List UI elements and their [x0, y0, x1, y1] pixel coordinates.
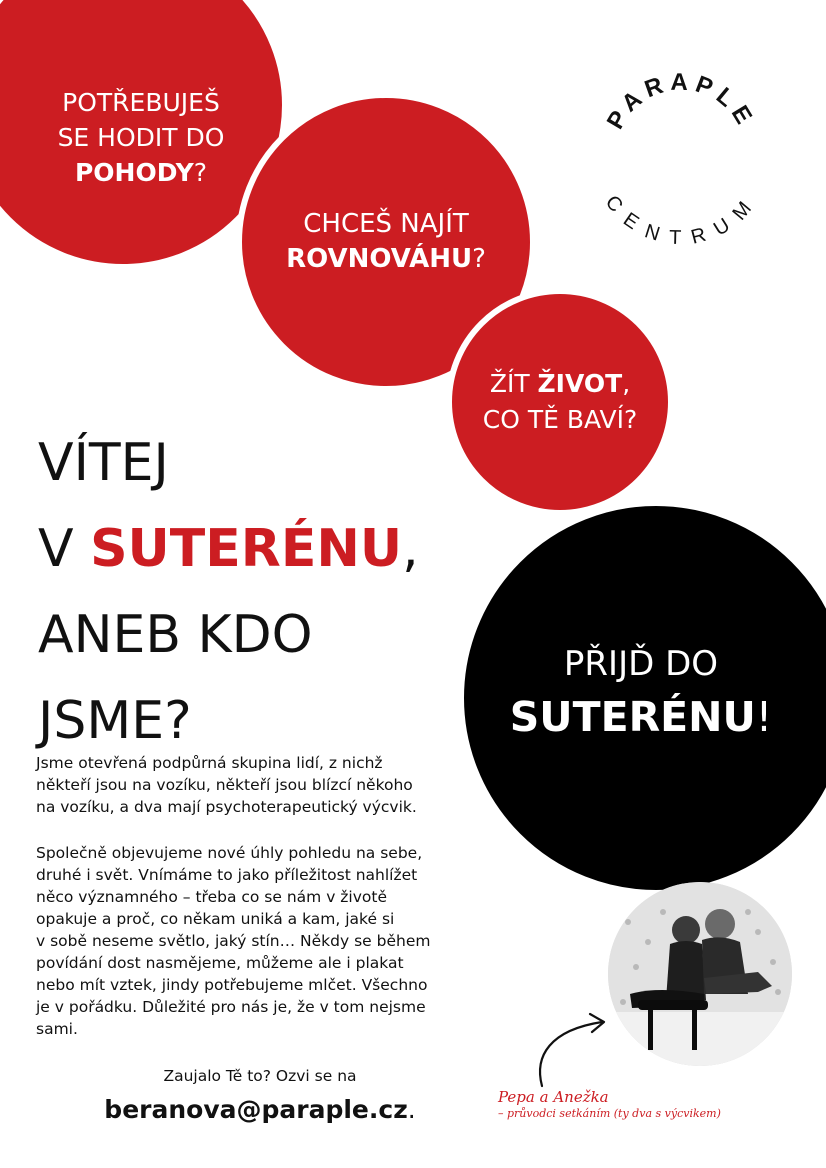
paraple-centrum-logo: [588, 62, 774, 248]
circle-emphasis: ROVNOVÁHU: [286, 244, 473, 274]
arrow-icon: [520, 1000, 630, 1090]
circle-line: [490, 366, 630, 402]
circle-line: SE HODIT DO: [57, 122, 225, 152]
paragraph-line: povídání dost nasmějeme, můžeme ale i plakat: [36, 954, 404, 972]
photo-illustration: [608, 882, 792, 1066]
headline-punct: ,: [402, 519, 419, 579]
paragraph-line: opakuje a proč, co někam uniká a kam, jaké si: [36, 910, 395, 928]
circle-pre: ŽÍT: [489, 369, 538, 398]
paragraph-line: sami.: [36, 1020, 78, 1038]
paragraph-line: na vozíku, a dva mají psychoterapeutický výcvik.: [36, 798, 417, 816]
photo-caption: [498, 1088, 721, 1121]
circle-prijd-do-suterenu: [458, 500, 826, 896]
circle-line: [510, 689, 772, 745]
circle-zivot: [446, 288, 674, 516]
headline-line: ANEB KDO: [38, 605, 313, 665]
paragraph-line: Společně objevujeme nové úhly pohledu na sebe,: [36, 844, 423, 862]
circle-emphasis: POHODY: [74, 157, 194, 187]
paragraph-line: Jsme otevřená podpůrná skupina lidí, z nichž: [36, 754, 383, 772]
cta-text: Zaujalo Tě to? Ozvi se na: [163, 1067, 357, 1085]
headline: [38, 420, 419, 764]
logo-bottom-text: CENTRUM: [601, 191, 761, 248]
paragraph-line: něco významného – třeba co se nám v životě: [36, 888, 388, 906]
circle-line: PŘIJĎ DO: [563, 644, 719, 684]
circle-punct: ,: [622, 369, 631, 398]
email-punct: .: [407, 1095, 416, 1124]
circle-line: CHCEŠ NAJÍT: [303, 209, 469, 239]
headline-line: JSME?: [38, 691, 192, 751]
headline-line: VÍTEJ: [38, 433, 169, 493]
circle-punct: ?: [193, 157, 208, 187]
circle-emphasis: ŽIVOT: [537, 369, 623, 398]
circle-line: [58, 155, 225, 190]
paragraph-line: je v pořádku. Důležité pro nás je, že v tom nejsme: [36, 998, 426, 1016]
paragraph-line: nebo mít vztek, jindy potřebujeme mlčet. Všechno: [36, 976, 428, 994]
guides-photo: [608, 882, 792, 1066]
cta-email-row: [100, 1092, 420, 1128]
svg-text:PARAPLE: [602, 69, 760, 134]
headline-accent: SUTERÉNU: [90, 519, 403, 579]
svg-text:CENTRUM: [601, 191, 761, 248]
intro-paragraph: [36, 752, 476, 818]
caption-name: Pepa a Anežka: [498, 1088, 609, 1106]
circle-line: CO TĚ BAVÍ?: [482, 405, 638, 434]
paragraph-line: v sobě neseme světlo, jaký stín… Někdy se během: [36, 932, 431, 950]
logo-top-text: PARAPLE: [601, 68, 761, 134]
circle-punct: ?: [472, 244, 486, 274]
headline-line: [38, 506, 419, 592]
circle-emphasis: SUTERÉNU: [509, 693, 756, 741]
caption-role: – průvodci setkáním (ty dva s výcvikem): [498, 1107, 721, 1120]
circle-line: POTŘEBUJEŠ: [62, 87, 220, 117]
paragraph-line: druhé i svět. Vnímáme to jako příležitost nahlížet: [36, 866, 418, 884]
headline-pre: V: [38, 519, 91, 579]
circle-punct: !: [755, 693, 773, 741]
contact-cta: [100, 1064, 420, 1128]
email-link[interactable]: beranova@paraple.cz: [104, 1095, 408, 1124]
circle-line: [286, 242, 486, 277]
paragraph-line: někteří jsou na vozíku, někteří jsou blízcí někoho: [36, 776, 413, 794]
description-paragraph: [36, 842, 476, 1040]
